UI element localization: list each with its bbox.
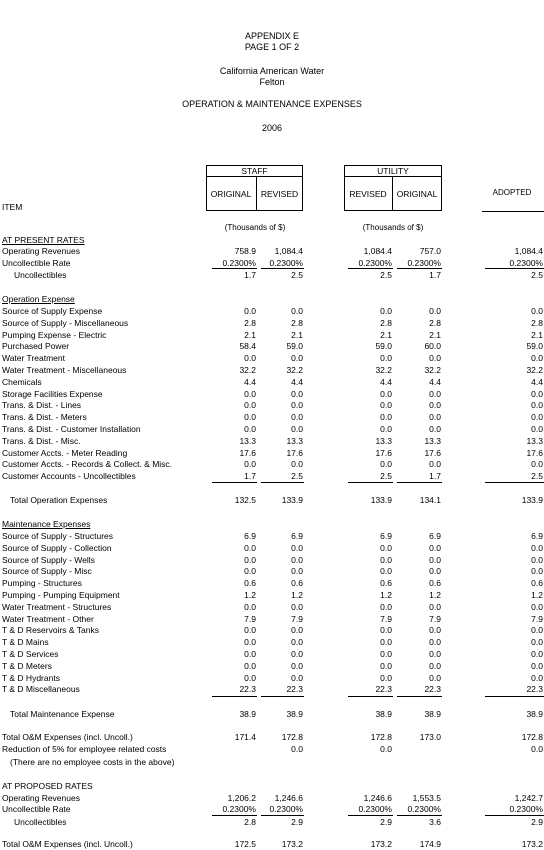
operation-row-staff-revised: 17.6 bbox=[286, 447, 303, 458]
maintenance-row-utility-revised: 0.0 bbox=[380, 542, 392, 553]
present-row-utility-original: 0.2300% bbox=[407, 258, 441, 268]
maintenance-row-staff-revised: 0.0 bbox=[291, 660, 303, 671]
total-rule bbox=[348, 815, 393, 816]
total-rule bbox=[348, 696, 393, 697]
operation-row-staff-revised: 32.2 bbox=[286, 365, 303, 375]
operation-row-label: Source of Supply - Miscellaneous bbox=[2, 317, 129, 328]
adopted-header-rule bbox=[482, 211, 544, 212]
maintenance-row-staff-revised: 0.0 bbox=[291, 554, 303, 565]
maintenance-row-staff-original: 0.0 bbox=[244, 554, 256, 565]
staff-original-header: ORIGINAL bbox=[210, 189, 252, 199]
maintenance-row-staff-revised: 0.0 bbox=[291, 625, 303, 636]
reduction-utility-revised: 0.0 bbox=[380, 744, 392, 754]
total-rule bbox=[485, 268, 544, 269]
proposed-row-staff-revised: 1,246.6 bbox=[274, 793, 303, 803]
maintenance-row-staff-original: 0.0 bbox=[244, 649, 256, 659]
operation-row-adopted: 13.3 bbox=[526, 435, 543, 446]
maintenance-row-utility-original: 0.0 bbox=[429, 601, 441, 612]
proposed-row-adopted: 1,242.7 bbox=[514, 793, 543, 803]
total-rule bbox=[397, 268, 442, 269]
operation-row-staff-original: 2.8 bbox=[244, 317, 256, 328]
maintenance-total-label: Total Maintenance Expense bbox=[10, 709, 115, 719]
operation-row-staff-original: 0.0 bbox=[244, 412, 256, 423]
maintenance-row-adopted: 0.0 bbox=[531, 660, 543, 671]
maintenance-row-staff-original: 1.2 bbox=[244, 590, 256, 600]
proposed-row-adopted: 2.9 bbox=[531, 817, 543, 827]
operation-row-staff-revised: 0.0 bbox=[291, 412, 303, 423]
maintenance-row-staff-revised: 0.0 bbox=[291, 601, 303, 612]
operation-row-utility-original: 2.1 bbox=[429, 329, 441, 340]
operation-row-adopted: 2.5 bbox=[531, 471, 543, 482]
operation-row-staff-original: 0.0 bbox=[244, 306, 256, 316]
operation-row-staff-revised: 59.0 bbox=[286, 341, 303, 352]
operation-row-utility-original: 17.6 bbox=[424, 447, 441, 458]
present-row-utility-revised: 1,084.4 bbox=[363, 246, 392, 256]
operation-total-utility-original: 134.1 bbox=[419, 495, 441, 505]
maintenance-row-utility-original: 0.0 bbox=[429, 672, 441, 683]
reduction-staff-revised: 0.0 bbox=[291, 744, 303, 754]
maintenance-row-staff-original: 0.0 bbox=[244, 660, 256, 671]
proposed-om-total-label: Total O&M Expenses (incl. Uncoll.) bbox=[2, 839, 133, 849]
operation-heading: Operation Expense bbox=[2, 294, 75, 304]
operation-row-label: Trans. & Dist. - Lines bbox=[2, 400, 82, 411]
maintenance-row-utility-revised: 7.9 bbox=[380, 613, 392, 624]
operation-row-adopted: 0.0 bbox=[531, 353, 543, 364]
maintenance-row-utility-revised: 0.0 bbox=[380, 649, 392, 659]
proposed-row-label: Uncollectibles bbox=[14, 817, 67, 827]
maintenance-row-utility-original: 7.9 bbox=[429, 613, 441, 624]
operation-row-utility-revised: 4.4 bbox=[380, 376, 392, 387]
operation-row-label: Water Treatment bbox=[2, 353, 65, 364]
utility-header: UTILITY bbox=[377, 166, 409, 176]
om-total-staff-revised: 172.8 bbox=[281, 732, 303, 742]
maintenance-row-utility-original: 0.0 bbox=[429, 542, 441, 553]
maintenance-row-label: Source of Supply - Structures bbox=[2, 531, 114, 541]
present-row-label: Operating Revenues bbox=[2, 246, 80, 256]
maintenance-row-staff-revised: 6.9 bbox=[291, 531, 303, 541]
operation-row-label: Pumping Expense - Electric bbox=[2, 329, 107, 340]
om-total-adopted: 172.8 bbox=[521, 732, 543, 742]
total-rule bbox=[212, 815, 257, 816]
proposed-rates-heading: AT PROPOSED RATES bbox=[2, 781, 93, 791]
maintenance-row-label: Pumping - Structures bbox=[2, 578, 82, 589]
operation-row-label: Purchased Power bbox=[2, 341, 70, 352]
total-rule bbox=[212, 482, 257, 483]
operation-row-staff-revised: 0.0 bbox=[291, 424, 303, 434]
maintenance-row-staff-revised: 22.3 bbox=[286, 684, 303, 695]
maintenance-row-label: T & D Reservoirs & Tanks bbox=[2, 625, 99, 636]
operation-row-adopted: 0.0 bbox=[531, 388, 543, 399]
operation-row-staff-original: 1.7 bbox=[244, 471, 256, 482]
proposed-row-label: Uncollectible Rate bbox=[2, 804, 71, 814]
present-row-utility-revised: 2.5 bbox=[380, 270, 392, 280]
operation-row-label: Trans. & Dist. - Misc. bbox=[2, 435, 81, 446]
operation-row-utility-original: 0.0 bbox=[429, 388, 441, 399]
operation-row-adopted: 17.6 bbox=[526, 447, 543, 458]
present-row-utility-original: 1.7 bbox=[429, 270, 441, 280]
operation-row-staff-revised: 0.0 bbox=[291, 353, 303, 364]
operation-total-staff-revised: 133.9 bbox=[281, 495, 303, 505]
total-rule bbox=[261, 696, 304, 697]
operation-row-label: Customer Accounts - Uncollectibles bbox=[2, 471, 136, 482]
present-row-utility-revised: 0.2300% bbox=[358, 258, 392, 268]
operation-row-staff-revised: 0.0 bbox=[291, 400, 303, 411]
maintenance-row-utility-original: 0.0 bbox=[429, 660, 441, 671]
maintenance-row-label: Water Treatment - Other bbox=[2, 613, 94, 624]
maintenance-row-utility-revised: 0.0 bbox=[380, 625, 392, 636]
operation-row-utility-revised: 0.0 bbox=[380, 353, 392, 364]
total-rule bbox=[212, 696, 257, 697]
maintenance-row-utility-revised: 0.0 bbox=[380, 637, 392, 648]
maintenance-row-utility-revised: 0.0 bbox=[380, 554, 392, 565]
present-row-adopted: 0.2300% bbox=[509, 258, 543, 268]
total-rule bbox=[261, 815, 304, 816]
operation-row-staff-original: 0.0 bbox=[244, 388, 256, 399]
operation-row-adopted: 0.0 bbox=[531, 412, 543, 423]
proposed-om-total-utility-original: 174.9 bbox=[419, 839, 441, 849]
operation-row-staff-revised: 4.4 bbox=[291, 376, 303, 387]
present-row-staff-revised: 0.2300% bbox=[269, 258, 303, 268]
employee-cost-note: (There are no employee costs in the above) bbox=[10, 757, 175, 767]
operation-row-adopted: 2.1 bbox=[531, 329, 543, 340]
maintenance-row-utility-original: 0.0 bbox=[429, 554, 441, 565]
total-rule bbox=[485, 482, 544, 483]
staff-header-divider bbox=[206, 176, 303, 177]
maintenance-row-adopted: 0.6 bbox=[531, 578, 543, 589]
operation-row-adopted: 32.2 bbox=[526, 365, 543, 375]
reduction-adopted: 0.0 bbox=[531, 744, 543, 754]
maintenance-total-staff-original: 38.9 bbox=[239, 709, 256, 719]
maintenance-row-utility-revised: 0.0 bbox=[380, 566, 392, 577]
maintenance-row-staff-revised: 1.2 bbox=[291, 590, 303, 600]
operation-row-label: Trans. & Dist. - Meters bbox=[2, 412, 87, 423]
maintenance-row-label: T & D Miscellaneous bbox=[2, 684, 80, 695]
operation-row-utility-original: 2.8 bbox=[429, 317, 441, 328]
present-row-label: Uncollectibles bbox=[14, 270, 67, 280]
maintenance-row-label: Source of Supply - Wells bbox=[2, 554, 95, 565]
maintenance-row-utility-revised: 22.3 bbox=[375, 684, 392, 695]
staff-header: STAFF bbox=[241, 166, 268, 176]
operation-row-utility-original: 0.0 bbox=[429, 306, 441, 316]
total-rule bbox=[485, 696, 544, 697]
utility-original-header: ORIGINAL bbox=[396, 189, 438, 199]
maintenance-total-adopted: 38.9 bbox=[526, 709, 543, 719]
total-rule bbox=[261, 268, 304, 269]
operation-row-utility-revised: 2.1 bbox=[380, 329, 392, 340]
item-header: ITEM bbox=[2, 202, 23, 212]
present-row-label: Uncollectible Rate bbox=[2, 258, 71, 268]
present-row-adopted: 2.5 bbox=[531, 270, 543, 280]
proposed-row-utility-revised: 2.9 bbox=[380, 817, 392, 827]
maintenance-row-staff-original: 0.0 bbox=[244, 566, 256, 577]
operation-row-utility-revised: 59.0 bbox=[375, 341, 392, 352]
operation-row-staff-revised: 0.0 bbox=[291, 388, 303, 399]
proposed-row-staff-revised: 2.9 bbox=[291, 817, 303, 827]
proposed-row-staff-original: 0.2300% bbox=[222, 804, 256, 814]
operation-row-utility-original: 32.2 bbox=[424, 365, 441, 375]
present-row-staff-revised: 2.5 bbox=[291, 270, 303, 280]
maintenance-row-adopted: 6.9 bbox=[531, 531, 543, 541]
proposed-om-total-staff-original: 172.5 bbox=[234, 839, 256, 849]
om-total-utility-revised: 172.8 bbox=[370, 732, 392, 742]
district-name: Felton bbox=[259, 77, 285, 87]
operation-row-utility-revised: 0.0 bbox=[380, 400, 392, 411]
maintenance-row-label: Pumping - Pumping Equipment bbox=[2, 590, 120, 600]
maintenance-row-utility-original: 22.3 bbox=[424, 684, 441, 695]
operation-row-label: Water Treatment - Miscellaneous bbox=[2, 365, 127, 375]
maintenance-row-staff-original: 22.3 bbox=[239, 684, 256, 695]
operation-row-staff-original: 0.0 bbox=[244, 459, 256, 470]
maintenance-row-label: T & D Mains bbox=[2, 637, 49, 648]
maintenance-row-staff-original: 0.0 bbox=[244, 637, 256, 648]
total-rule bbox=[397, 815, 442, 816]
operation-row-staff-revised: 0.0 bbox=[291, 459, 303, 470]
operation-row-utility-original: 0.0 bbox=[429, 353, 441, 364]
total-rule bbox=[261, 482, 304, 483]
operation-row-utility-original: 13.3 bbox=[424, 435, 441, 446]
operation-row-utility-revised: 13.3 bbox=[375, 435, 392, 446]
maintenance-row-adopted: 0.0 bbox=[531, 672, 543, 683]
operation-row-utility-revised: 0.0 bbox=[380, 412, 392, 423]
proposed-om-total-utility-revised: 173.2 bbox=[370, 839, 392, 849]
maintenance-row-label: T & D Meters bbox=[2, 660, 52, 671]
operation-row-utility-revised: 0.0 bbox=[380, 388, 392, 399]
operation-row-utility-revised: 0.0 bbox=[380, 306, 392, 316]
operation-row-staff-original: 17.6 bbox=[239, 447, 256, 458]
maintenance-row-utility-revised: 0.0 bbox=[380, 601, 392, 612]
operation-row-utility-original: 0.0 bbox=[429, 412, 441, 423]
total-rule bbox=[212, 268, 257, 269]
om-total-label: Total O&M Expenses (incl. Uncoll.) bbox=[2, 732, 133, 742]
proposed-row-utility-original: 3.6 bbox=[429, 817, 441, 827]
om-total-staff-original: 171.4 bbox=[234, 732, 256, 742]
company-name: California American Water bbox=[219, 66, 325, 76]
maintenance-row-adopted: 0.0 bbox=[531, 637, 543, 648]
maintenance-heading: Maintenance Expenses bbox=[2, 519, 91, 529]
maintenance-row-label: Water Treatment - Structures bbox=[2, 601, 112, 612]
maintenance-row-utility-original: 6.9 bbox=[429, 531, 441, 541]
present-row-utility-original: 757.0 bbox=[419, 246, 441, 256]
operation-row-staff-original: 0.0 bbox=[244, 400, 256, 411]
maintenance-row-utility-original: 1.2 bbox=[429, 590, 441, 600]
proposed-row-utility-original: 0.2300% bbox=[407, 804, 441, 814]
operation-row-label: Chemicals bbox=[2, 376, 42, 387]
maintenance-row-staff-revised: 0.0 bbox=[291, 672, 303, 683]
maintenance-row-adopted: 0.0 bbox=[531, 601, 543, 612]
total-rule bbox=[397, 696, 442, 697]
adopted-header: ADOPTED bbox=[492, 188, 532, 197]
maintenance-row-label: T & D Hydrants bbox=[2, 672, 60, 683]
maintenance-row-staff-revised: 7.9 bbox=[291, 613, 303, 624]
staff-revised-header: REVISED bbox=[260, 189, 299, 199]
maintenance-row-staff-revised: 0.6 bbox=[291, 578, 303, 589]
present-row-staff-revised: 1,084.4 bbox=[274, 246, 303, 256]
maintenance-row-label: T & D Services bbox=[2, 649, 59, 659]
maintenance-row-staff-original: 0.0 bbox=[244, 625, 256, 636]
proposed-row-label: Operating Revenues bbox=[2, 793, 80, 803]
maintenance-row-adopted: 22.3 bbox=[526, 684, 543, 695]
proposed-row-staff-original: 2.8 bbox=[244, 817, 256, 827]
operation-row-adopted: 0.0 bbox=[531, 306, 543, 316]
proposed-row-staff-original: 1,206.2 bbox=[227, 793, 256, 803]
maintenance-row-adopted: 0.0 bbox=[531, 649, 543, 659]
operation-row-utility-original: 0.0 bbox=[429, 424, 441, 434]
operation-row-utility-revised: 2.5 bbox=[380, 471, 392, 482]
operation-row-label: Source of Supply Expense bbox=[2, 306, 103, 316]
utility-units: (Thousands of $) bbox=[362, 223, 424, 232]
maintenance-row-staff-original: 0.0 bbox=[244, 542, 256, 553]
operation-row-label: Customer Accts. - Records & Collect. & Misc. bbox=[2, 459, 173, 470]
maintenance-row-utility-original: 0.0 bbox=[429, 566, 441, 577]
operation-row-label: Customer Accts. - Meter Reading bbox=[2, 447, 128, 458]
operation-row-staff-revised: 13.3 bbox=[286, 435, 303, 446]
operation-row-staff-revised: 2.5 bbox=[291, 471, 303, 482]
maintenance-row-adopted: 7.9 bbox=[531, 613, 543, 624]
operation-total-utility-revised: 133.9 bbox=[370, 495, 392, 505]
operation-row-staff-original: 4.4 bbox=[244, 376, 256, 387]
operation-row-utility-revised: 32.2 bbox=[375, 365, 392, 375]
maintenance-total-staff-revised: 38.9 bbox=[286, 709, 303, 719]
operation-row-adopted: 59.0 bbox=[526, 341, 543, 352]
operation-row-utility-original: 1.7 bbox=[429, 471, 441, 482]
maintenance-row-utility-revised: 0.0 bbox=[380, 672, 392, 683]
maintenance-row-utility-original: 0.6 bbox=[429, 578, 441, 589]
proposed-row-staff-revised: 0.2300% bbox=[269, 804, 303, 814]
maintenance-row-staff-original: 0.0 bbox=[244, 672, 256, 683]
operation-row-adopted: 2.8 bbox=[531, 317, 543, 328]
operation-row-adopted: 0.0 bbox=[531, 400, 543, 411]
operation-row-staff-original: 0.0 bbox=[244, 353, 256, 364]
operation-row-label: Storage Facilities Expense bbox=[2, 388, 103, 399]
staff-units: (Thousands of $) bbox=[224, 223, 286, 232]
operation-row-utility-revised: 0.0 bbox=[380, 459, 392, 470]
report-title: OPERATION & MAINTENANCE EXPENSES bbox=[182, 99, 362, 109]
reduction-label: Reduction of 5% for employee related costs bbox=[2, 744, 167, 754]
operation-row-utility-original: 60.0 bbox=[424, 341, 441, 352]
present-rates-heading: AT PRESENT RATES bbox=[2, 235, 85, 245]
operation-row-staff-revised: 2.1 bbox=[291, 329, 303, 340]
operation-total-adopted: 133.9 bbox=[521, 495, 543, 505]
operation-row-staff-original: 0.0 bbox=[244, 424, 256, 434]
utility-revised-header: REVISED bbox=[349, 189, 387, 199]
maintenance-row-adopted: 0.0 bbox=[531, 566, 543, 577]
maintenance-row-staff-original: 7.9 bbox=[244, 613, 256, 624]
operation-row-utility-revised: 2.8 bbox=[380, 317, 392, 328]
maintenance-row-label: Source of Supply - Misc bbox=[2, 566, 92, 577]
maintenance-row-staff-revised: 0.0 bbox=[291, 649, 303, 659]
total-rule bbox=[348, 482, 393, 483]
operation-row-utility-revised: 0.0 bbox=[380, 424, 392, 434]
proposed-om-total-adopted: 173.2 bbox=[521, 839, 543, 849]
report-year: 2006 bbox=[261, 123, 283, 133]
maintenance-row-staff-original: 0.6 bbox=[244, 578, 256, 589]
maintenance-row-adopted: 0.0 bbox=[531, 554, 543, 565]
maintenance-row-adopted: 0.0 bbox=[531, 625, 543, 636]
operation-row-adopted: 0.0 bbox=[531, 459, 543, 470]
present-row-staff-original: 758.9 bbox=[234, 246, 256, 256]
operation-total-staff-original: 132.5 bbox=[234, 495, 256, 505]
present-row-adopted: 1,084.4 bbox=[514, 246, 543, 256]
maintenance-row-utility-original: 0.0 bbox=[429, 625, 441, 636]
proposed-row-adopted: 0.2300% bbox=[509, 804, 543, 814]
appendix-label: APPENDIX E bbox=[244, 31, 300, 41]
total-rule bbox=[397, 482, 442, 483]
maintenance-row-adopted: 1.2 bbox=[531, 590, 543, 600]
maintenance-row-staff-original: 6.9 bbox=[244, 531, 256, 541]
proposed-row-utility-revised: 0.2300% bbox=[358, 804, 392, 814]
operation-row-staff-original: 32.2 bbox=[239, 365, 256, 375]
maintenance-total-utility-revised: 38.9 bbox=[375, 709, 392, 719]
maintenance-row-adopted: 0.0 bbox=[531, 542, 543, 553]
operation-row-utility-original: 0.0 bbox=[429, 459, 441, 470]
operation-row-staff-revised: 0.0 bbox=[291, 306, 303, 316]
operation-row-utility-original: 4.4 bbox=[429, 376, 441, 387]
total-rule bbox=[485, 815, 544, 816]
proposed-row-utility-original: 1,553.5 bbox=[412, 793, 441, 803]
maintenance-row-label: Source of Supply - Collection bbox=[2, 542, 112, 553]
operation-row-utility-original: 0.0 bbox=[429, 400, 441, 411]
maintenance-row-utility-revised: 1.2 bbox=[380, 590, 392, 600]
total-rule bbox=[348, 268, 393, 269]
maintenance-row-utility-revised: 6.9 bbox=[380, 531, 392, 541]
present-row-staff-original: 0.2300% bbox=[222, 258, 256, 268]
proposed-om-total-staff-revised: 173.2 bbox=[281, 839, 303, 849]
maintenance-row-utility-original: 0.0 bbox=[429, 649, 441, 659]
maintenance-total-utility-original: 38.9 bbox=[424, 709, 441, 719]
utility-header-divider bbox=[344, 176, 442, 177]
operation-row-label: Trans. & Dist. - Customer Installation bbox=[2, 424, 141, 434]
operation-total-label: Total Operation Expenses bbox=[10, 495, 108, 505]
maintenance-row-staff-revised: 0.0 bbox=[291, 566, 303, 577]
om-total-utility-original: 173.0 bbox=[419, 732, 441, 742]
maintenance-row-utility-revised: 0.6 bbox=[380, 578, 392, 589]
maintenance-row-staff-revised: 0.0 bbox=[291, 637, 303, 648]
maintenance-row-utility-original: 0.0 bbox=[429, 637, 441, 648]
proposed-row-utility-revised: 1,246.6 bbox=[363, 793, 392, 803]
operation-row-utility-revised: 17.6 bbox=[375, 447, 392, 458]
maintenance-row-staff-original: 0.0 bbox=[244, 601, 256, 612]
operation-row-adopted: 0.0 bbox=[531, 424, 543, 434]
operation-row-staff-revised: 2.8 bbox=[291, 317, 303, 328]
page-number: PAGE 1 OF 2 bbox=[244, 42, 300, 52]
operation-row-staff-original: 13.3 bbox=[239, 435, 256, 446]
present-row-staff-original: 1.7 bbox=[244, 270, 256, 280]
operation-row-staff-original: 58.4 bbox=[239, 341, 256, 352]
maintenance-row-utility-revised: 0.0 bbox=[380, 660, 392, 671]
maintenance-row-staff-revised: 0.0 bbox=[291, 542, 303, 553]
operation-row-staff-original: 2.1 bbox=[244, 329, 256, 340]
operation-row-adopted: 4.4 bbox=[531, 376, 543, 387]
